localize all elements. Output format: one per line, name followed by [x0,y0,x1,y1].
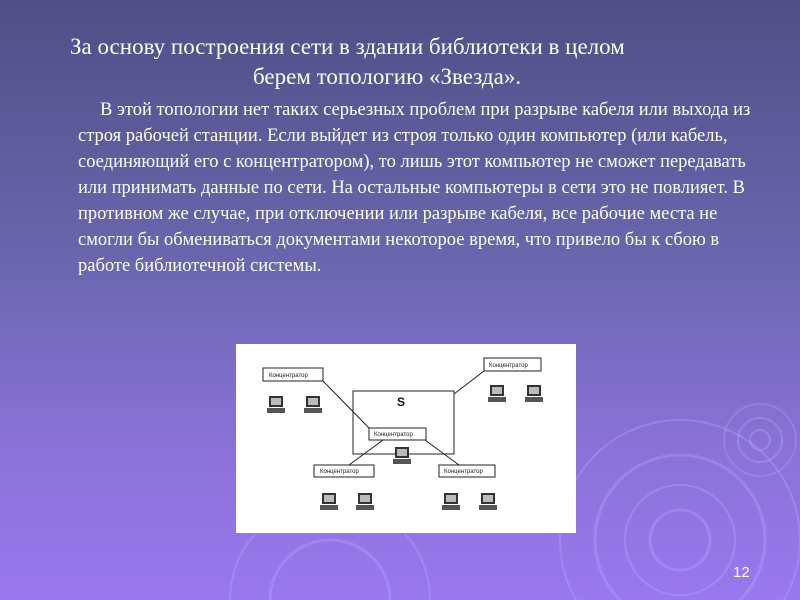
computer-icon [320,493,338,510]
computer-icon [393,447,411,464]
hub-bottom-left [314,465,374,477]
svg-text:Концентратор: Концентратор [320,469,359,475]
computer-icon [356,493,374,510]
computer-icon [488,385,506,402]
star-topology-diagram [236,344,576,533]
slide-title [70,32,740,92]
slide-body [78,97,758,279]
computer-icon [525,385,543,402]
page-number: 12 [733,564,750,581]
computer-icon [304,396,322,413]
svg-text:Концентратор: Концентратор [444,469,483,475]
hub-bottom-right [439,465,495,477]
svg-text:Концентратор: Концентратор [374,432,413,438]
slide-body-text: В этой топологии нет таких серьезных проблем при разрыве кабеля или выхода из строя рабочей станции. Если выйдет из строя только один компьютер (или кабель, соединяющий его с концентратором), то лишь этот компьютер не сможет передавать или принимать данные по сети. На остальные компьютеры в сети это не повлияет. В противном же случае, при отключении или разрыве кабеля, все рабочие места не смогли бы обмениваться документами некоторое время, что привело бы к сбою в работе библиотечной системы. [78,100,751,276]
computer-icon [442,493,460,510]
hub-top-left [263,368,323,381]
svg-text:Концентратор: Концентратор [489,363,528,369]
svg-text:Концентратор: Концентратор [269,373,308,379]
hub-top-right [484,358,541,371]
hub-center [369,428,426,440]
computer-icon [267,396,285,413]
slide-title-line1: За основу построения сети в здании библиотеки в целом [70,34,625,59]
computer-icon [479,493,497,510]
slide-title-line2: берем топологию «Звезда». [253,64,522,89]
server-label: S [397,395,406,409]
